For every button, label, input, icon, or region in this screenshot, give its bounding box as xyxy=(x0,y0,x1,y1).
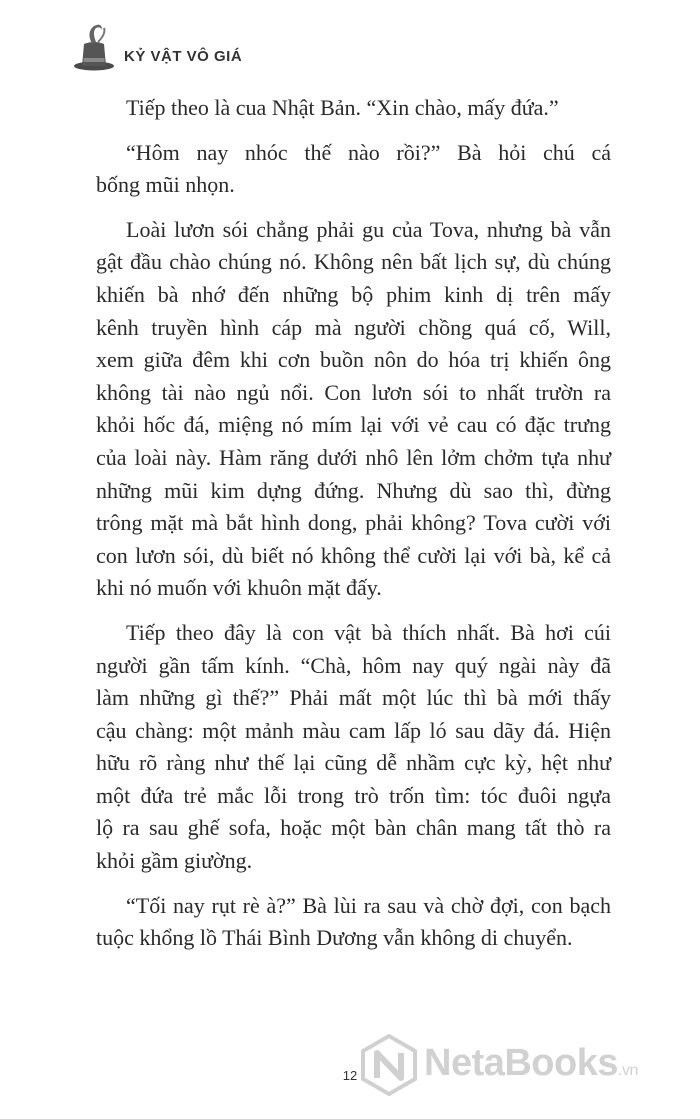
text-line: Tiếp theo là cua Nhật Bản. “Xin chào, mấy đứa.” xyxy=(126,95,559,120)
text-line: “Hôm nay nhóc thế nào rồi?” Bà hỏi chú cá xyxy=(126,139,611,165)
publisher-watermark xyxy=(360,1028,690,1108)
text-line: người gần tấm kính. “Chà, hôm nay quý ngài này đã xyxy=(96,652,611,678)
paragraph xyxy=(96,617,611,878)
watermark-brand-text: NetaBooks xyxy=(424,1042,618,1084)
paragraph xyxy=(96,137,611,202)
paragraph xyxy=(96,92,611,125)
text-line: xem giữa đêm khi cơn buồn nôn do hóa trị khiến ông xyxy=(96,347,611,373)
paragraph xyxy=(96,890,611,955)
text-line: khỏi gầm giường. xyxy=(96,848,253,874)
text-line: gật đầu chào chúng nó. Không nên bất lịch sự, dù chúng xyxy=(96,249,611,275)
text-line: trông mặt mà bắt hình dong, phải không? Tova cười với xyxy=(96,510,611,536)
text-line: Tiếp theo đây là con vật bà thích nhất. Bà hơi cúi xyxy=(126,619,611,645)
watermark-suffix: .vn xyxy=(618,1062,638,1079)
text-line: lộ ra sau ghế sofa, hoặc một bàn chân mang tất thò ra xyxy=(96,815,611,841)
book-title: KỶ VẬT VÔ GIÁ xyxy=(124,48,243,65)
watermark-brand xyxy=(424,1042,638,1085)
text-line: cậu chàng: một mảnh màu cam lấp ló sau dãy đá. Hiện xyxy=(96,717,611,743)
text-line: làm những gì thế?” Phải mất một lúc thì bà mới thấy xyxy=(96,685,611,711)
text-line: một đứa trẻ mắc lỗi trong trò trốn tìm: tóc đuôi ngựa xyxy=(96,782,611,808)
text-line: Loài lươn sói chẳng phải gu của Tova, nhưng bà vẫn xyxy=(126,216,611,242)
paragraph xyxy=(96,214,611,605)
text-line: khiến bà nhớ đến những bộ phim kinh dị trên mấy xyxy=(96,281,611,307)
text-line: bống mũi nhọn. xyxy=(96,172,235,198)
text-line: tuộc khổng lồ Thái Bình Dương vẫn không di chuyển. xyxy=(96,925,573,951)
text-line: “Tối nay rụt rè à?” Bà lùi ra sau và chờ đợi, con bạch xyxy=(126,892,611,918)
text-line: khi nó muốn với khuôn mặt đấy. xyxy=(96,575,382,601)
text-line: khỏi hốc đá, miệng nó mím lại với vẻ cau có đặc trưng xyxy=(96,412,611,438)
text-line: con lươn sói, dù biết nó không thể cười lại với bà, kể cả xyxy=(96,542,611,568)
text-line: những mũi kim dựng đứng. Nhưng dù sao thì, đừng xyxy=(96,477,611,503)
netabooks-n-logo-icon xyxy=(360,1034,418,1096)
text-line: không tài nào ngủ nổi. Con lươn sói to nhất trườn ra xyxy=(96,379,611,405)
text-line: kênh truyền hình cáp mà người chồng quá cố, Will, xyxy=(96,314,611,340)
page-number: 12 xyxy=(342,1068,358,1083)
text-line: hữu rõ ràng như thế lại cũng dễ nhầm cực kỳ, hệt như xyxy=(96,750,611,776)
running-header xyxy=(72,22,372,74)
text-line: của loài này. Hàm răng dưới nhô lên lởm chởm tựa như xyxy=(96,444,611,470)
magic-hat-icon xyxy=(72,22,118,72)
body-text xyxy=(96,92,611,967)
